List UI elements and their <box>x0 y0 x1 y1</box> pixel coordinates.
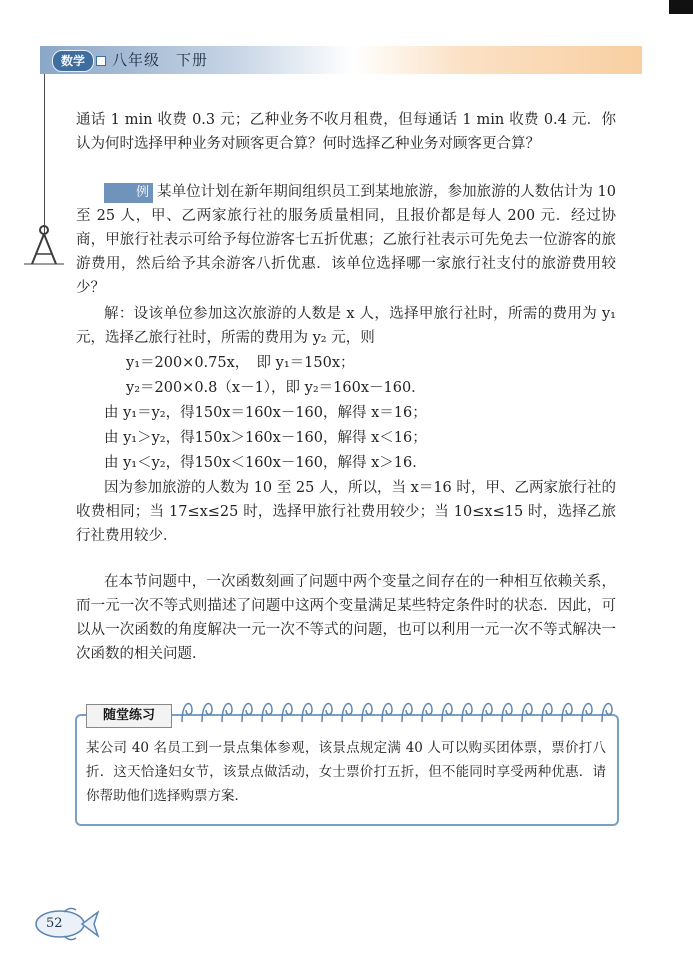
solution-paragraph: 解：设该单位参加这次旅游的人数是 x 人，选择甲旅行社时，所需的费用为 y₁ 元，选择乙旅行社时，所需的费用为 y₂ 元，则 <box>76 306 616 346</box>
example-text: 某单位计划在新年期间组织员工到某地旅游，参加旅游的人数估计为 10 至 25 人，甲、乙两家旅行社的服务质量相同，且报价都是每人 200 元．经过协商，甲旅行社表示可给予每位游客七五折优惠；乙旅行社表示可先免去一位游客的旅游费用，然后给予其余游客八折优惠．该单位选择哪一家旅行社支付的旅游费用较少？ <box>76 184 616 296</box>
math-line-3: 由 y₁＝y₂，得150x＝160x－160，解得 x＝16； <box>104 405 427 421</box>
intro-paragraph: 通话 1 min 收费 0.3 元；乙种业务不收月租费，但每通话 1 min 收费 0.4 元．你认为何时选择甲种业务对顾客更合算？何时选择乙种业务对顾客更合算？ <box>76 112 616 152</box>
grade-label: 八年级 下册 <box>112 51 209 69</box>
fish-icon <box>34 906 100 942</box>
conclusion-paragraph: 因为参加旅游的人数为 10 至 25 人，所以，当 x＝16 时，甲、乙两家旅行社的收费相同；当 17≤x≤25 时，选择甲旅行社费用较少；当 10≤x≤15 时，选择乙旅行社费用较少． <box>76 480 616 544</box>
corner-mark <box>669 0 693 14</box>
practice-title: 随堂练习 <box>86 704 172 728</box>
practice-text: 某公司 40 名员工到一景点集体参观，该景点规定满 40 人可以购买团体票，票价打八折．这天恰逢妇女节，该景点做活动，女士票价打五折，但不能同时享受两种优惠．请你帮助他们选择购票方案． <box>86 740 606 804</box>
page-header <box>40 46 642 74</box>
math-line-5: 由 y₁＜y₂，得150x＜160x－160，解得 x＞16． <box>104 455 427 471</box>
compass-icon <box>20 224 66 270</box>
summary-paragraph: 在本节问题中，一次函数刻画了问题中两个变量之间存在的一种相互依赖关系，而一元一次不等式则描述了问题中这两个变量满足某些特定条件时的状态．因此，可以从一次函数的角度解决一元一次不等式的问题，也可以利用一元一次不等式解决一次函数的相关问题． <box>76 574 616 662</box>
spiral-binding-icon <box>176 694 614 724</box>
example-paragraph <box>76 180 616 300</box>
example-label: 例 <box>104 183 153 203</box>
subject-badge: 数学 <box>52 50 94 72</box>
math-line-2: y₂＝200×0.8（x－1），即 y₂＝160x－160． <box>126 380 426 396</box>
margin-rule <box>44 74 45 234</box>
page-number: 52 <box>46 916 63 931</box>
math-line-1: y₁＝200×0.75x， 即 y₁＝150x； <box>126 355 355 371</box>
math-line-4: 由 y₁＞y₂，得150x＞160x－160，解得 x＜16； <box>104 430 427 446</box>
book-icon <box>96 56 106 66</box>
